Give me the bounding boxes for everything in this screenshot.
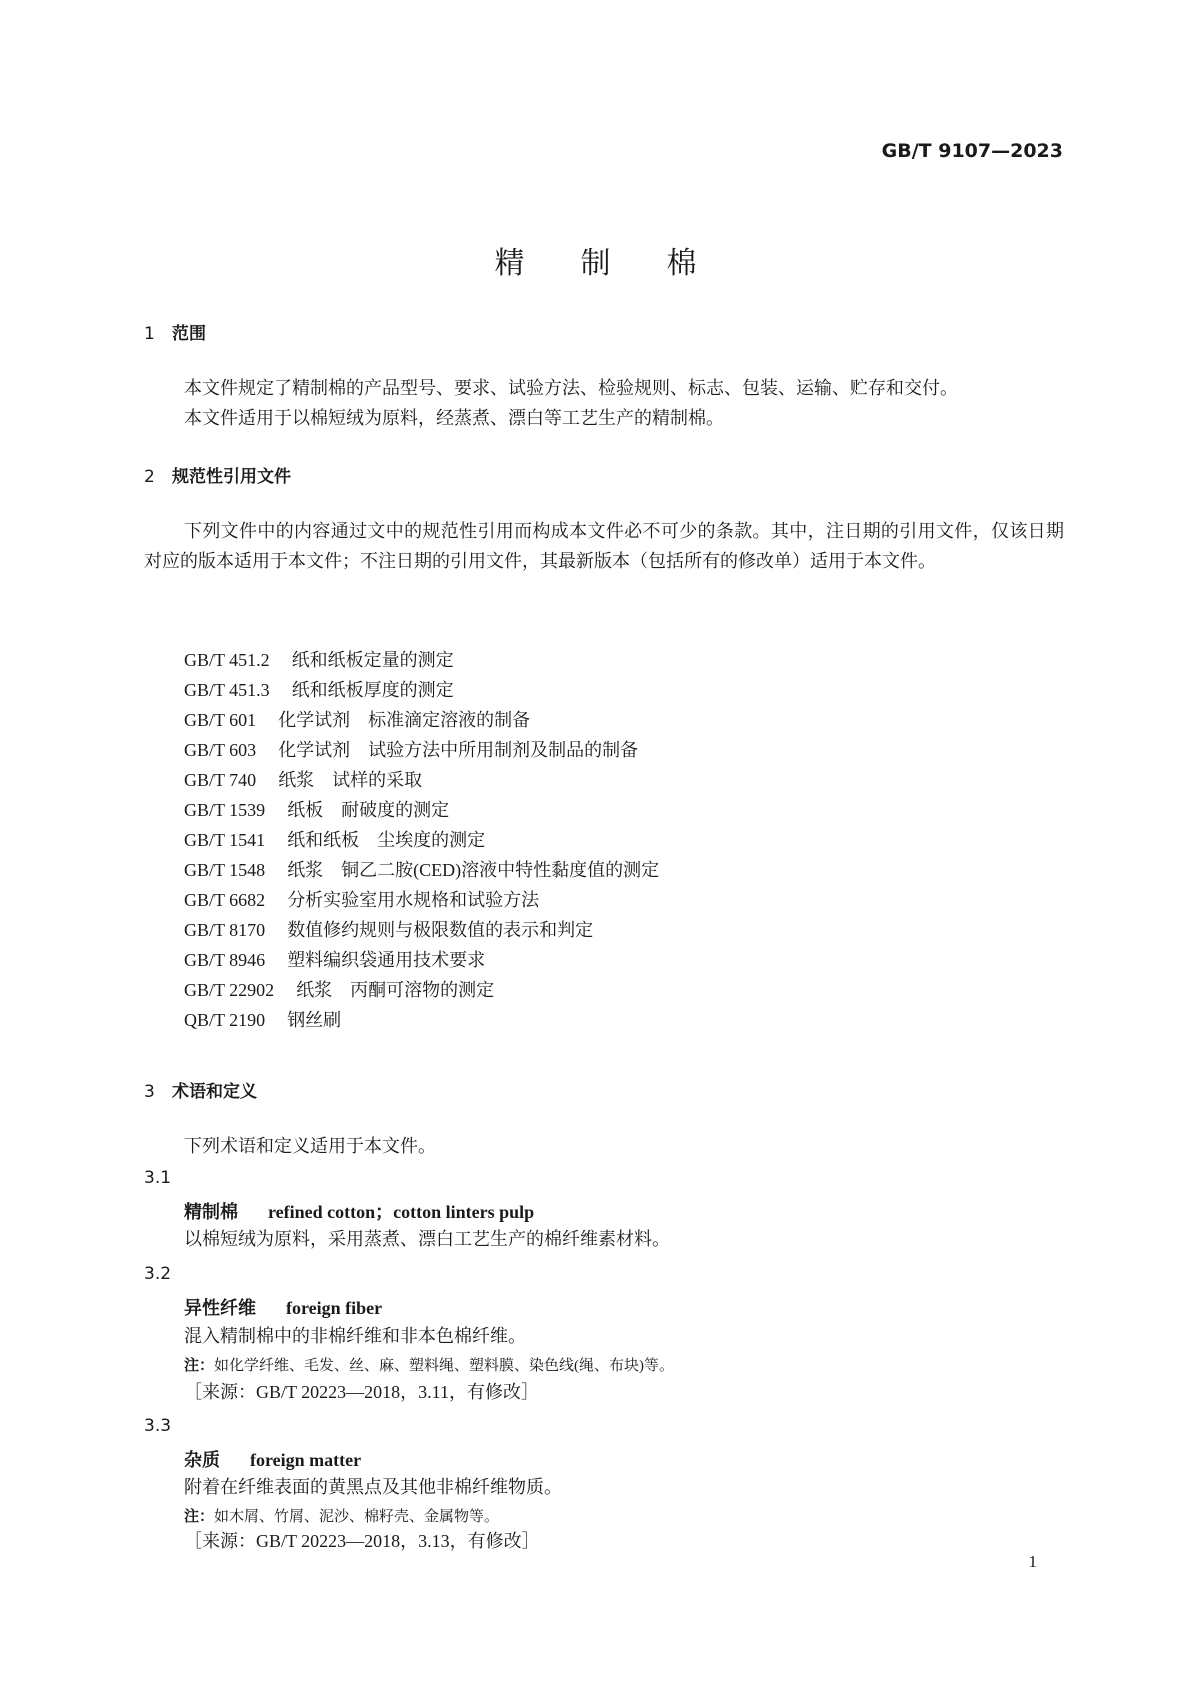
reference-item (184, 945, 659, 975)
section-number: 3 (144, 1082, 155, 1102)
note-label: 注： (184, 1507, 215, 1525)
reference-title: 纸和纸板 尘埃度的测定 (287, 830, 486, 850)
reference-code: GB/T 451.3 (184, 680, 270, 700)
term-english: refined cotton；cotton linters pulp (268, 1202, 535, 1222)
term-definition: 附着在纤维表面的黄黑点及其他非棉纤维物质。 (184, 1477, 562, 1497)
section-heading-normative-references (144, 462, 291, 487)
reference-code: GB/T 1541 (184, 830, 266, 850)
term-source: ［来源：GB/T 20223—2018，3.11，有修改］ (184, 1382, 540, 1402)
reference-code: GB/T 603 (184, 740, 257, 760)
scope-paragraph-2: 本文件适用于以棉短绒为原料，经蒸煮、漂白等工艺生产的精制棉。 (184, 408, 724, 428)
reference-title: 纸浆 试样的采取 (278, 770, 423, 790)
reference-title: 纸和纸板定量的测定 (291, 650, 454, 670)
reference-title: 纸浆 丙酮可溶物的测定 (296, 980, 495, 1000)
term-number: 3.2 (144, 1264, 172, 1284)
reference-item (184, 855, 659, 885)
reference-code: GB/T 451.2 (184, 650, 270, 670)
reference-title: 化学试剂 试验方法中所用制剂及制品的制备 (278, 740, 639, 760)
term-entry (184, 1198, 534, 1224)
term-number: 3.1 (144, 1168, 172, 1188)
term-chinese: 精制棉 (184, 1202, 238, 1223)
reference-title: 分析实验室用水规格和试验方法 (287, 890, 540, 910)
term-definition: 以棉短绒为原料，采用蒸煮、漂白工艺生产的棉纤维素材料。 (184, 1229, 670, 1249)
term-entry (184, 1446, 361, 1472)
term-english: foreign matter (250, 1450, 362, 1470)
reference-item (184, 975, 659, 1005)
term-chinese: 杂质 (184, 1450, 220, 1471)
reference-item (184, 735, 659, 765)
section-title: 范围 (172, 324, 206, 344)
reference-item (184, 795, 659, 825)
reference-title: 纸板 耐破度的测定 (287, 800, 450, 820)
reference-title: 塑料编织袋通用技术要求 (287, 950, 486, 970)
reference-item (184, 705, 659, 735)
section-title: 术语和定义 (172, 1082, 257, 1102)
terms-intro: 下列术语和定义适用于本文件。 (184, 1136, 436, 1156)
term-english: foreign fiber (286, 1298, 383, 1318)
reference-code: GB/T 601 (184, 710, 257, 730)
section-number: 1 (144, 324, 155, 344)
reference-item (184, 825, 659, 855)
section-number: 2 (144, 467, 155, 487)
term-chinese: 异性纤维 (184, 1298, 256, 1319)
reference-item (184, 765, 659, 795)
reference-item (184, 675, 659, 705)
note-text: 如化学纤维、毛发、丝、麻、塑料绳、塑料膜、染色线(绳、布块)等。 (214, 1358, 675, 1374)
reference-item (184, 1005, 659, 1035)
references-intro: 下列文件中的内容通过文中的规范性引用而构成本文件必不可少的条款。其中，注日期的引用文件，仅该日期对应的版本适用于本文件；不注日期的引用文件，其最新版本（包括所有的修改单）适用于本文件。 (144, 521, 1064, 571)
section-heading-scope (144, 319, 206, 344)
term-note (184, 1505, 499, 1526)
reference-title: 纸和纸板厚度的测定 (291, 680, 454, 700)
term-definition: 混入精制棉中的非棉纤维和非本色棉纤维。 (184, 1326, 526, 1346)
term-entry (184, 1294, 382, 1320)
reference-code: GB/T 1548 (184, 860, 266, 880)
reference-title: 数值修约规则与极限数值的表示和判定 (287, 920, 594, 940)
reference-title: 纸浆 铜乙二胺(CED)溶液中特性黏度值的测定 (287, 860, 660, 880)
reference-code: QB/T 2190 (184, 1010, 266, 1030)
scope-paragraph-1: 本文件规定了精制棉的产品型号、要求、试验方法、检验规则、标志、包装、运输、贮存和交付。 (184, 378, 958, 398)
document-title: 精制棉 (494, 246, 753, 281)
reference-code: GB/T 8170 (184, 920, 266, 940)
reference-list (184, 645, 659, 1035)
reference-code: GB/T 22902 (184, 980, 275, 1000)
reference-code: GB/T 740 (184, 770, 257, 790)
reference-item (184, 915, 659, 945)
note-label: 注： (184, 1356, 215, 1374)
reference-title: 化学试剂 标准滴定溶液的制备 (278, 710, 531, 730)
page-number: 1 (1028, 1552, 1037, 1571)
standard-code: GB/T 9107—2023 (881, 140, 1063, 162)
reference-code: GB/T 8946 (184, 950, 266, 970)
section-title: 规范性引用文件 (172, 467, 291, 487)
note-text: 如木屑、竹屑、泥沙、棉籽壳、金属物等。 (214, 1509, 500, 1525)
term-number: 3.3 (144, 1416, 172, 1436)
reference-code: GB/T 1539 (184, 800, 266, 820)
reference-title: 钢丝刷 (287, 1010, 342, 1030)
term-note (184, 1354, 674, 1375)
section-heading-terms-definitions (144, 1077, 257, 1102)
term-source: ［来源：GB/T 20223—2018，3.13，有修改］ (184, 1531, 540, 1551)
reference-code: GB/T 6682 (184, 890, 266, 910)
reference-item (184, 645, 659, 675)
reference-item (184, 885, 659, 915)
